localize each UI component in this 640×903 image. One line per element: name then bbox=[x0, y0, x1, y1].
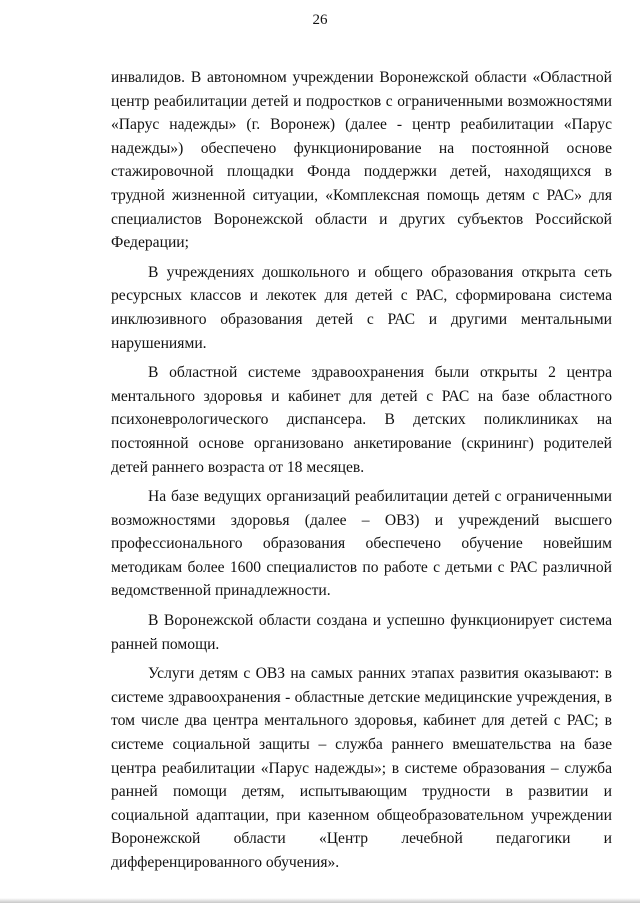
scan-bottom-edge bbox=[0, 898, 640, 903]
paragraph-healthcare: В областной системе здравоохранения были открыты 2 центра ментального здоровья и кабинет для детей с РАС на базе областного психоневрологического диспансера. В детских поликлиниках на постоянной основе организовано анкетирование (скрининг) родителей детей раннего возраста от 18 месяцев. bbox=[111, 364, 612, 476]
paragraph-resource-classes: В учреждениях дошкольного и общего образования открыта сеть ресурсных классов и лекотек для детей с РАС, сформирована система инклюзивного образования детей с РАС и другими ментальными нарушениями. bbox=[111, 263, 612, 352]
page-number: 26 bbox=[312, 12, 328, 28]
paragraph-early-help-system: В Воронежской области создана и успешно функционирует система ранней помощи. bbox=[111, 612, 612, 653]
document-body bbox=[111, 66, 612, 875]
paragraph-continuation: инвалидов. В автономном учреждении Воронежской области «Областной центр реабилитации детей и подростков с ограниченными возможностями «Парус надежды» (г. Воронеж) (далее - центр реабилитации «Парус надежды») обеспечено функционирование на постоянной основе стажировочной площадки Фонда поддержки детей, находящихся в трудной жизненной ситуации, «Комплексная помощь детям с РАС» для специалистов Воронежской области и других субъектов Российской Федерации; bbox=[111, 69, 612, 252]
paragraph-specialist-training: На базе ведущих организаций реабилитации детей с ограниченными возможностями здоровья (далее – ОВЗ) и учреждений высшего профессионального образования обеспечено обучение новейшим методикам более 1600 специалистов по работе с детьми с РАС различной ведомственной принадлежности. bbox=[111, 488, 612, 600]
paragraph-early-services: Услуги детям с ОВЗ на самых ранних этапах развития оказывают: в системе здравоохранения - областные детские медицинские учреждения, в том числе два центра ментального здоровья, кабинет для детей с РАС; в системе социальной защиты – служба раннего вмешательства на базе центра реабилитации «Парус надежды»; в системе образования – служба ранней помощи детям, испытывающим трудности в развитии и социальной адаптации, при казенном общеобразовательном учреждении Воронежской области «Центр лечебной педагогики и дифференцированного обучения». bbox=[111, 665, 612, 871]
